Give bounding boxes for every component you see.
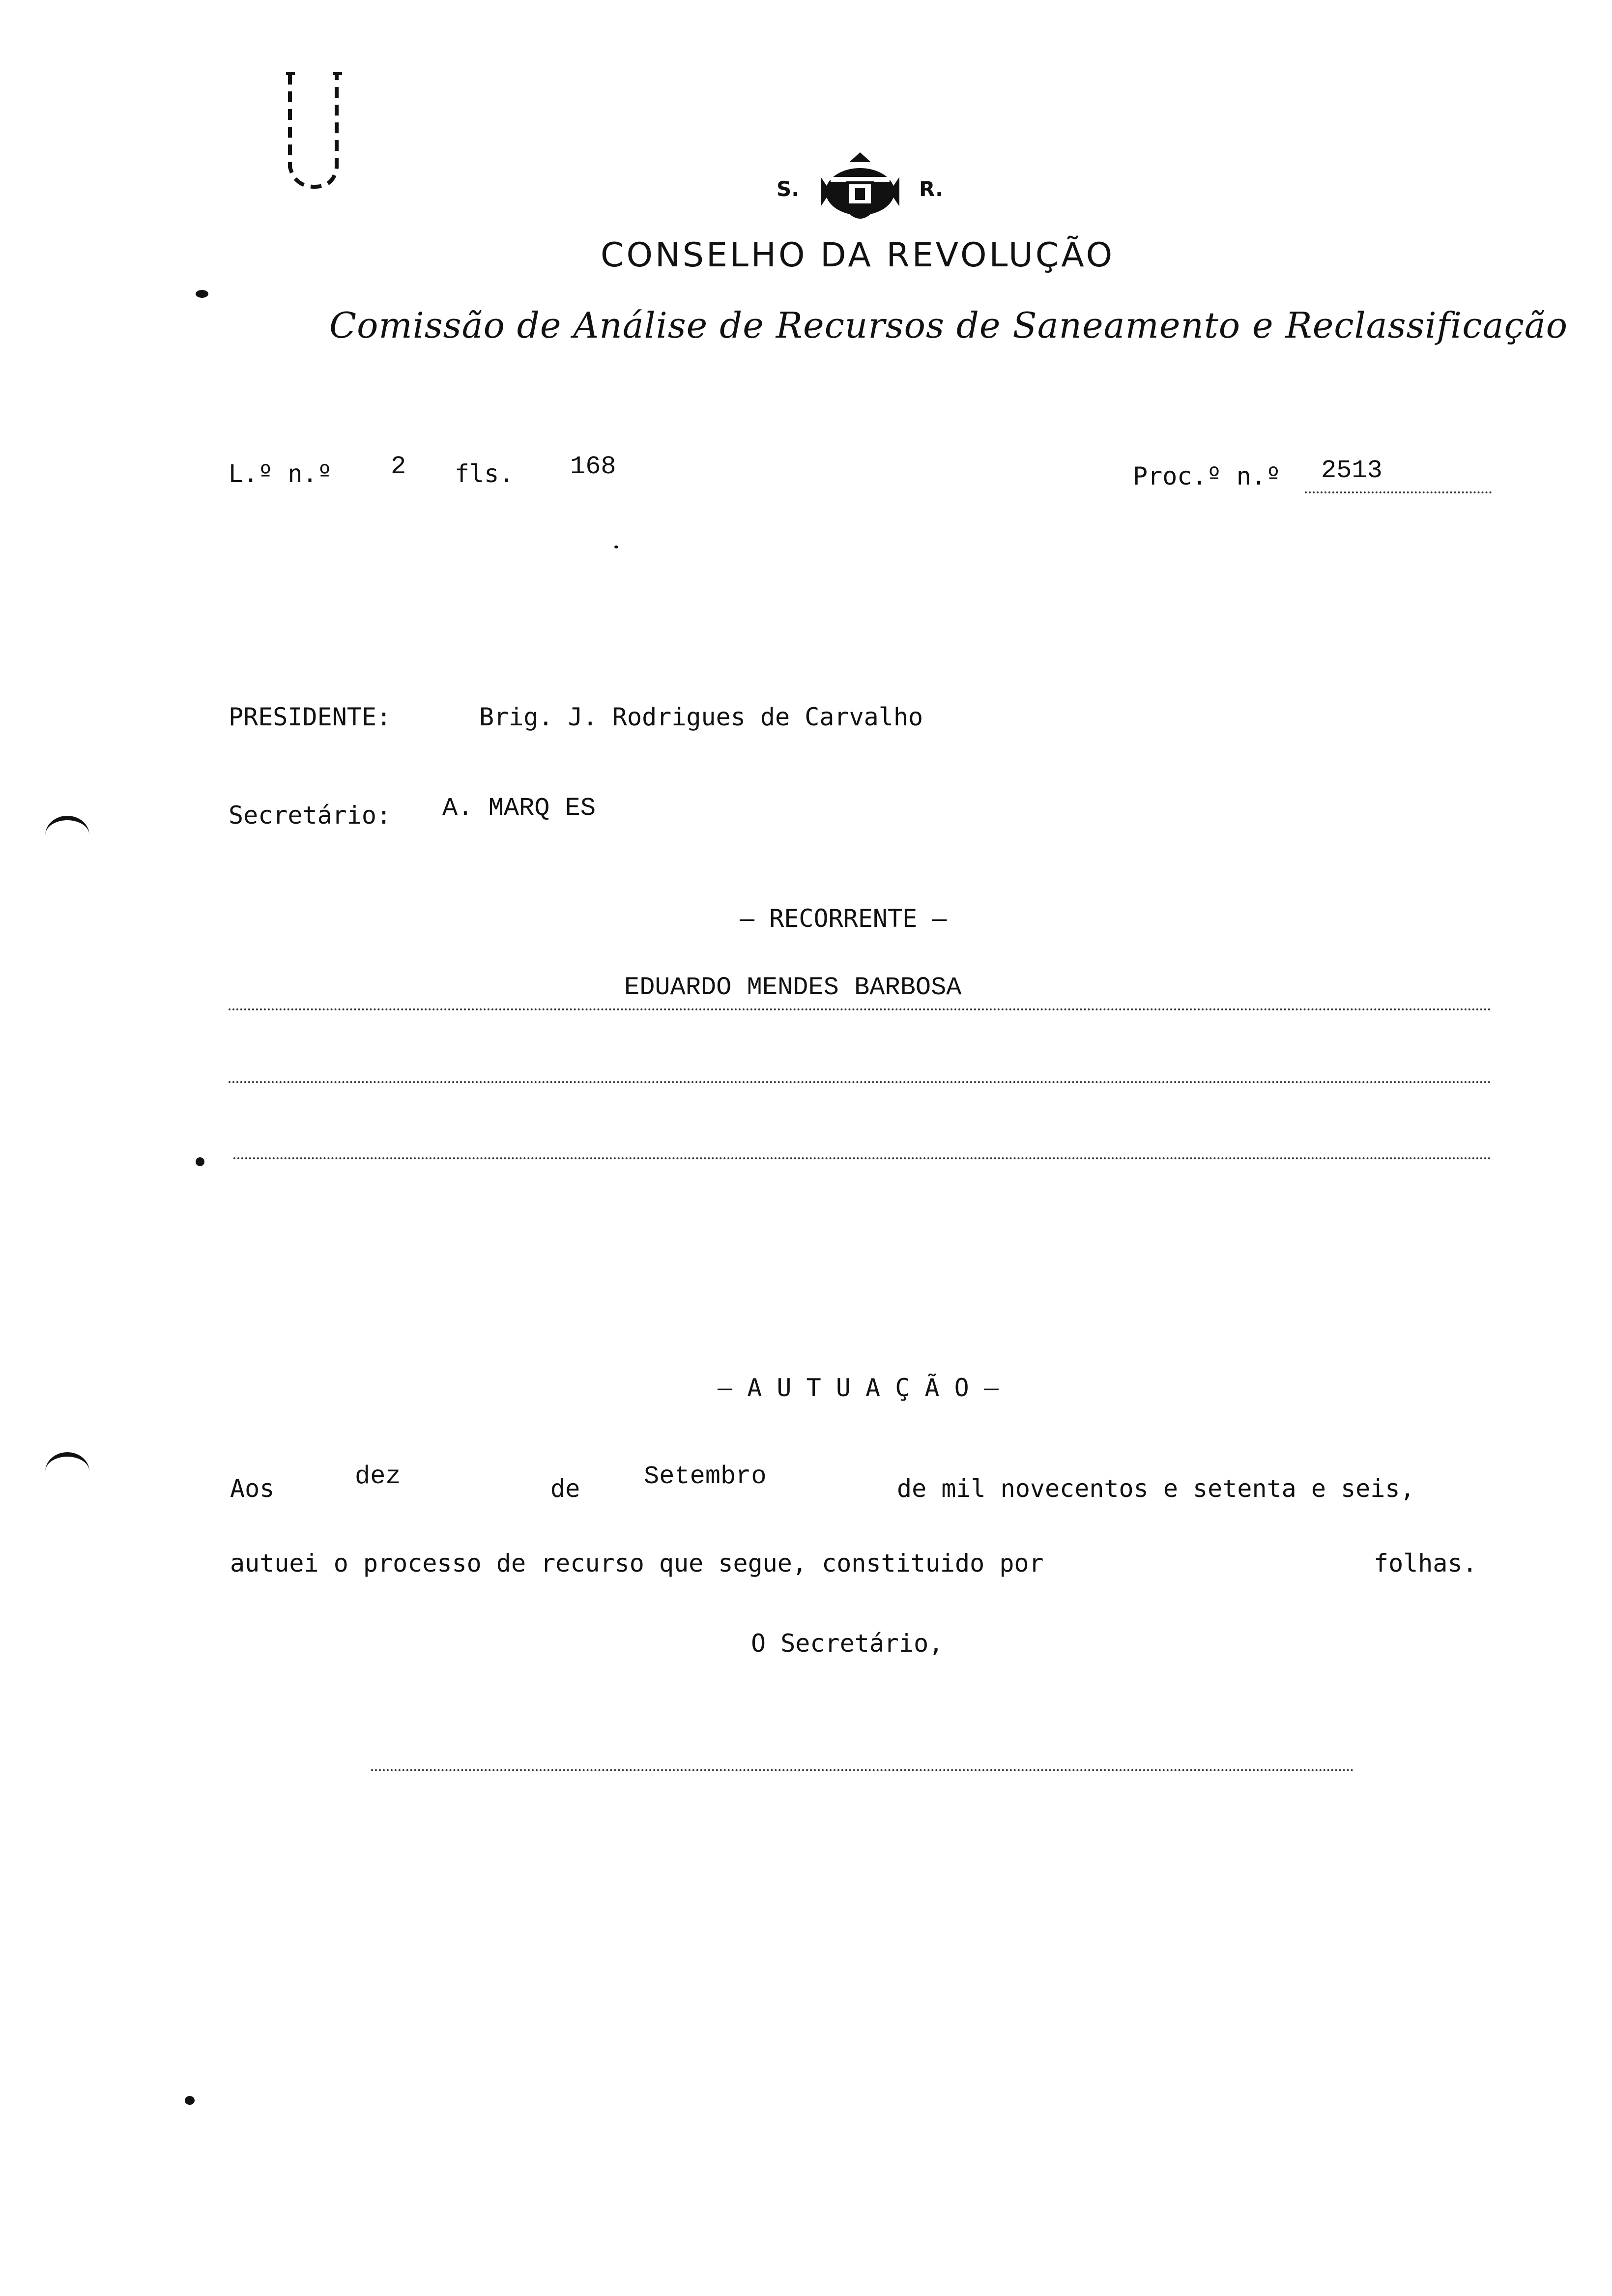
margin-speck-2 [196,1157,204,1166]
year-text: de mil novecentos e setenta e seis, [897,1474,1415,1503]
seal-letter-s: S. [777,177,800,201]
fls-value: 168 [570,452,616,481]
proc-value: 2513 [1321,456,1382,485]
recorrente-line-2 [229,1081,1492,1083]
margin-speck-1 [196,290,208,298]
seal-letter-r: R. [919,177,944,201]
day-value: dez [355,1462,401,1491]
recorrente-line-3 [233,1157,1492,1159]
coat-of-arms-icon [816,147,904,231]
recorrente-heading: – RECORRENTE – [740,904,947,933]
de-word: de [550,1474,580,1503]
presidente-label: PRESIDENTE: [229,703,392,731]
seal-block [767,147,963,236]
signature-label: O Secretário, [751,1629,944,1658]
recorrente-name: EDUARDO MENDES BARBOSA [624,973,962,1002]
commission-subtitle: Comissão de Análise de Recursos de Saneamento e Reclassificação [329,305,1568,346]
livro-value: 2 [391,452,406,481]
corner-stamp [275,64,354,192]
document-title: CONSELHO DA REVOLUÇÃO [601,236,1115,275]
secretario-label: Secretário: [229,801,392,830]
margin-speck-3 [185,2096,195,2105]
signature-line [371,1769,1354,1771]
secretario-value: A. MARQ ES [442,794,596,823]
proc-label: Proc.º n.º [1133,462,1281,490]
presidente-value: Brig. J. Rodrigues de Carvalho [479,703,923,731]
month-value: Setembro [644,1462,767,1491]
autuacao-line-2: autuei o processo de recurso que segue, constituido por [230,1549,1044,1578]
stamp-mark-icon [275,64,354,192]
autuacao-heading: – A U T U A Ç Ã O – [718,1374,999,1402]
folhas-word: folhas. [1374,1549,1477,1578]
fls-label: fls. [455,459,514,488]
punch-hole-mark-bottom [45,1452,89,1491]
margin-speck-4 [614,545,618,548]
livro-label: L.º n.º [229,459,332,488]
proc-underline [1305,491,1492,493]
punch-hole-mark-top [45,816,89,855]
aos-word: Aos [230,1474,275,1503]
recorrente-line-1 [229,1008,1492,1010]
